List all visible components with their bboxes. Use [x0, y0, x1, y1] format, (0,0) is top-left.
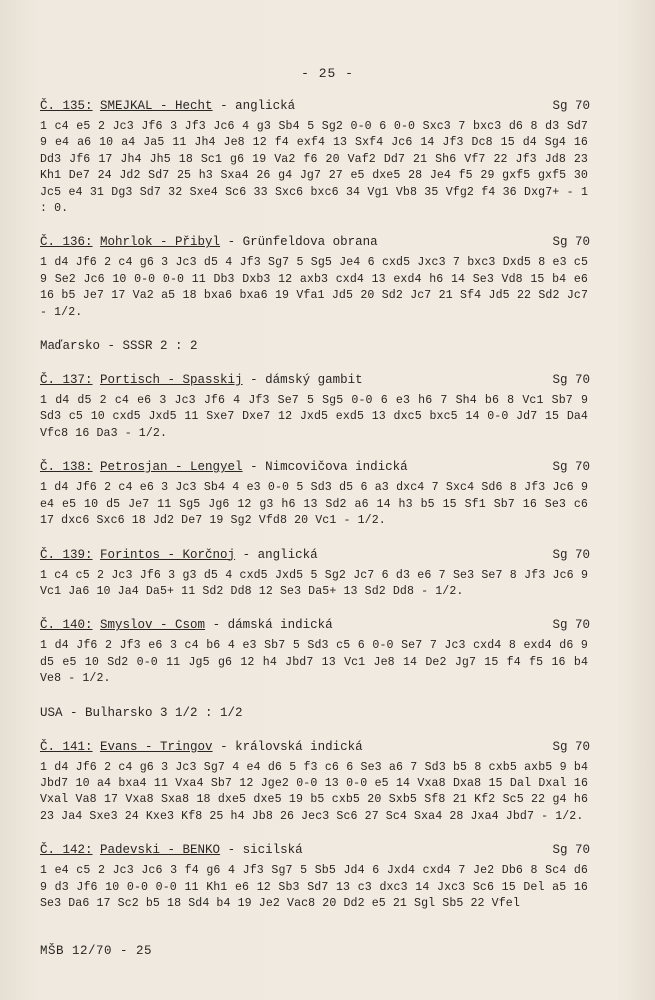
- game-number: Č. 141:: [40, 739, 93, 754]
- game-moves: 1 d4 Jf6 2 c4 g6 3 Jc3 Sg7 4 e4 d6 5 f3 c6 6 Se3 a6 7 Sd3 b5 8 cxb5 axb5 9 b4 Jbd7 10 a4 bxa4 11 Vxa4 Sb7 12 Jge2 0-0 13 0-0 e5 14 Vxa8 Dxa8 15 Dal Dxal 16 Vxal Va8 17 Vxa8 Sxa8 18 dxe5 dxe5 19 b5 cxb5 20 Sxb5 Sf8 21 Kf2 Sc5 22 g4 h6 23 Ja4 Sxe3 24 Kxe3 Kf8 25 h4 Jb8 26 Jec3 Sc6 27 Sc4 Sxa4 28 Jxa4 Jbd7 - 1/2.: [40, 760, 588, 823]
- game-number: Č. 136:: [40, 235, 93, 250]
- game-number: Č. 138:: [40, 460, 93, 475]
- dash: -: [250, 460, 266, 475]
- game-opening: anglická: [235, 99, 296, 113]
- game-source: Sg 70: [552, 99, 590, 113]
- page-number: - 25 -: [301, 66, 354, 81]
- game-players: Padevski - BENKO: [100, 843, 221, 858]
- content: [40, 97, 588, 928]
- game-moves: 1 d4 Jf6 2 c4 g6 3 Jc3 d5 4 Jf3 Sg7 5 Sg5 Je4 6 cxd5 Jxc3 7 bxc3 Dxd5 8 e3 c5 9 Se2 Jc6 10 0-0 0-0 11 Db3 Dxb3 12 axb3 cxd4 13 exd4 h6 14 Se3 Vd8 15 b4 e6 16 b5 Je7 17 Va2 a5 18 bxa6 bxa6 19 Vfa1 Jd5 20 Sd2 Jc7 21 Sf4 Jd5 22 Sd2 Jc7 - 1/2.: [40, 256, 588, 319]
- game-137: [40, 371, 588, 442]
- game-header: [40, 233, 588, 251]
- game-header: [40, 841, 588, 859]
- game-opening: Nimcovičova indická: [265, 460, 408, 475]
- game-opening: sicilská: [242, 843, 303, 858]
- game-opening: královská indická: [235, 739, 363, 754]
- game-number: Č. 139:: [40, 547, 93, 562]
- game-source: Sg 70: [552, 618, 590, 633]
- dash: -: [220, 739, 236, 754]
- game-140: [40, 616, 588, 687]
- game-players: Smyslov - Csom: [100, 618, 206, 633]
- dash: -: [250, 373, 266, 388]
- game-header: [40, 458, 588, 476]
- page-footer: MŠB 12/70 - 25: [40, 944, 153, 958]
- game-139: [40, 546, 588, 601]
- game-136: [40, 233, 588, 321]
- game-header: [40, 371, 588, 389]
- game-players: Evans - Tringov: [100, 739, 213, 754]
- game-header: [40, 546, 588, 564]
- match-title-hungary-ussr: Maďarsko - SSSR 2 : 2: [40, 339, 198, 354]
- game-number: Č. 137:: [40, 373, 93, 388]
- game-header: [40, 97, 588, 115]
- game-moves: 1 c4 e5 2 Jc3 Jf6 3 Jf3 Jc6 4 g3 Sb4 5 Sg2 0-0 6 0-0 Sxc3 7 bxc3 d6 8 d3 Sd7 9 e4 a6 10 a4 Ja5 11 Jh4 Je8 12 f4 exf4 13 Sxf4 Jc6 14 Jf3 Dc8 15 d4 Sg4 16 Dd3 Jf6 17 Jh4 Jh5 18 Sc1 g6 19 Va2 f6 20 Vaf2 Dd7 21 Sh6 Vf7 22 Jf3 Jd8 23 Kh1 De7 24 Jd2 Sd7 25 h3 Sxa4 26 g4 Jg7 27 e5 dxe5 28 Je4 f5 29 gxf5 gxf5 30 Jc5 e4 31 Dg3 Sd7 32 Sxe4 Sc6 33 Sxc6 bxc6 34 Vg1 Vb8 35 Vfg2 f4 36 Dxg7+ - 1 : 0.: [40, 120, 588, 216]
- game-135: [40, 97, 588, 217]
- game-opening: dámská indická: [227, 618, 333, 633]
- game-moves: 1 c4 c5 2 Jc3 Jf6 3 g3 d5 4 cxd5 Jxd5 5 Sg2 Jc7 6 d3 e6 7 Se3 Se7 8 Jf3 Jc6 9 Vc1 Ja6 10 Ja4 Da5+ 11 Sd2 Dd8 12 Se3 Da5+ 13 Sd2 Dd8 - 1/2.: [40, 568, 588, 598]
- dash: -: [227, 235, 243, 250]
- game-header: [40, 738, 588, 756]
- game-players: Portisch - Spasskij: [100, 373, 243, 388]
- game-header: [40, 616, 588, 634]
- game-moves: 1 e4 c5 2 Jc3 Jc6 3 f4 g6 4 Jf3 Sg7 5 Sb5 Jd4 6 Jxd4 cxd4 7 Je2 Db6 8 Sc4 d6 9 d3 Jf6 10 0-0 0-0 11 Kh1 e6 12 Sb3 Sd7 13 c3 dxc3 14 Jxc3 Sc6 15 Del a5 16 Se3 Da6 17 Sc2 b5 18 Sd4 b4 19 Je2 Vac8 20 Dd2 e5 21 Sgl Sb5 22 Vfel: [40, 864, 588, 910]
- game-141: [40, 738, 588, 826]
- game-players: SMEJKAL - Hecht: [100, 99, 213, 113]
- game-moves: 1 d4 Jf6 2 c4 e6 3 Jc3 Sb4 4 e3 0-0 5 Sd3 d5 6 a3 dxc4 7 Sxc4 Sd6 8 Jf3 Jc6 9 e4 e5 10 d5 Je7 11 Sg5 Jg6 12 g3 h6 13 Sd2 a6 14 h3 b5 15 Sf1 Sb7 16 Se3 c6 17 dxc6 Sxc6 18 Jd2 De7 19 Sg2 Vfd8 20 Vc1 - 1/2.: [40, 481, 588, 528]
- game-142: [40, 841, 588, 912]
- dash: -: [242, 547, 258, 562]
- game-source: Sg 70: [552, 739, 590, 754]
- game-opening: dámský gambit: [265, 373, 363, 388]
- game-source: Sg 70: [552, 843, 590, 858]
- game-opening: anglická: [257, 547, 318, 562]
- dash: -: [212, 618, 228, 633]
- match-title-usa-bulgaria: USA - Bulharsko 3 1/2 : 1/2: [40, 705, 243, 720]
- game-source: Sg 70: [552, 373, 590, 388]
- dash: -: [220, 99, 236, 113]
- game-players: Mohrlok - Přibyl: [100, 235, 221, 250]
- game-moves: 1 d4 Jf6 2 Jf3 e6 3 c4 b6 4 e3 Sb7 5 Sd3 c5 6 0-0 Se7 7 Jc3 cxd4 8 exd4 d6 9 d5 e5 10 Sd2 0-0 11 Jg5 g6 12 h4 Jbd7 13 Vc1 Je8 14 De2 Jg7 15 f4 f5 16 b4 Ve8 - 1/2.: [40, 639, 588, 686]
- game-source: Sg 70: [552, 460, 590, 475]
- game-players: Forintos - Korčnoj: [100, 547, 236, 562]
- game-138: [40, 458, 588, 529]
- game-source: Sg 70: [552, 547, 590, 562]
- game-number: Č. 142:: [40, 843, 93, 858]
- game-number: Č. 135:: [40, 99, 93, 113]
- game-players: Petrosjan - Lengyel: [100, 460, 243, 475]
- dash: -: [227, 843, 243, 858]
- game-number: Č. 140:: [40, 618, 93, 633]
- game-moves: 1 d4 d5 2 c4 e6 3 Jc3 Jf6 4 Jf3 Se7 5 Sg5 0-0 6 e3 h6 7 Sh4 b6 8 Vc1 Sb7 9 Sd3 c5 10 cxd5 Jxd5 11 Sxe7 Dxe7 12 Jxd5 exd5 13 dxc5 bxc5 14 0-0 Jd7 15 Da4 Vfc8 16 Da3 - 1/2.: [40, 394, 588, 440]
- game-source: Sg 70: [552, 235, 590, 250]
- game-opening: Grünfeldova obrana: [242, 235, 378, 250]
